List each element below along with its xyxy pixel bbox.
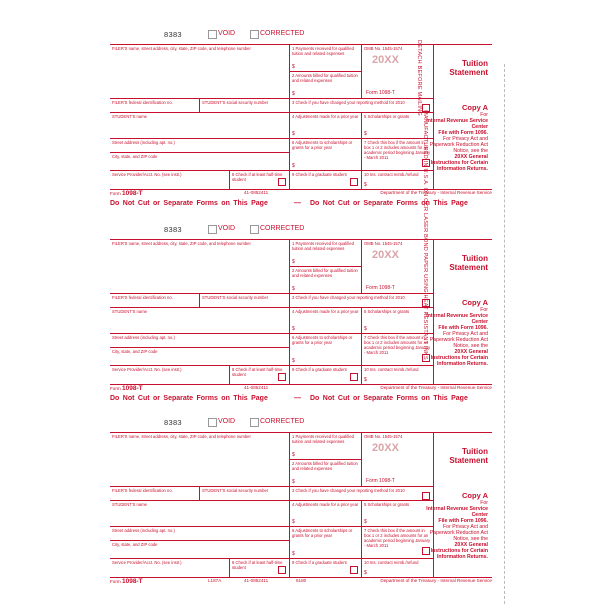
box-4-field[interactable]: 4 Adjustments made for a prior year $ (290, 501, 362, 527)
street-field[interactable]: Street address (including apt. no.) (110, 527, 290, 541)
form-title: Tuition Statement (449, 59, 488, 77)
year: 20XX (372, 442, 399, 454)
filer-name-field[interactable]: FILER'S name, street address, city, state, ZIP code, and telephone number (110, 433, 290, 487)
street-field[interactable]: Street address (including apt. no.) (110, 139, 290, 153)
street-field[interactable]: Street address (including apt. no.) (110, 334, 290, 348)
filer-fed-id-field[interactable]: FILER'S federal identification no. (110, 294, 200, 308)
service-provider-field[interactable]: Service Provider/Acct. No. (see instr.) (110, 366, 230, 384)
box-3-field: 3 Check if you have changed your reporting method for 2010 (290, 294, 434, 308)
box-8-checkbox[interactable] (278, 566, 286, 574)
box-8-checkbox[interactable] (278, 373, 286, 381)
side-detach-text: DETACH BEFORE MAILING (416, 40, 422, 116)
form-title: Tuition Statement (449, 254, 488, 272)
box-8-checkbox[interactable] (278, 178, 286, 186)
student-name-field[interactable]: STUDENT'S name (110, 308, 290, 334)
form-copy-3 (92, 418, 492, 596)
service-provider-field[interactable]: Service Provider/Acct. No. (see instr.) (110, 171, 230, 189)
void-checkbox[interactable] (208, 418, 217, 427)
student-name-field[interactable]: STUDENT'S name (110, 501, 290, 527)
filer-name-field[interactable]: FILER'S name, street address, city, state, ZIP code, and telephone number (110, 45, 290, 99)
omb-cell: OMB No. 1545-1574 20XX Form 1098-T (362, 433, 434, 487)
box-5-field[interactable]: 5 Scholarships or grants $ (362, 308, 434, 334)
corrected-label: CORRECTED (260, 225, 305, 232)
box-1-field[interactable]: 1 Payments received for qualified tuition and related expenses $ (290, 433, 362, 460)
box-9-field: 9 Check if a graduate student (290, 171, 362, 189)
filer-fed-id-field[interactable]: FILER'S federal identification no. (110, 487, 200, 501)
title-cell (434, 45, 492, 99)
city-field[interactable]: City, state, and ZIP code (110, 153, 290, 171)
box-7-field: 7 Check this box if the amount in box 1 or 2 includes amounts for an academic period beginning January - March 2011 (362, 139, 434, 171)
box-2-field[interactable]: 2 Amounts billed for qualified tuition and related expenses $ (290, 267, 362, 294)
void-checkbox[interactable] (208, 225, 217, 234)
box-4-field[interactable]: 4 Adjustments made for a prior year $ (290, 308, 362, 334)
box-1-field[interactable]: 1 Payments received for qualified tuition and related expenses $ (290, 240, 362, 267)
box-7-field: 7 Check this box if the amount in box 1 or 2 includes amounts for an academic period beginning January - March 2011 (362, 527, 434, 559)
box-9-field: 9 Check if a graduate student (290, 366, 362, 384)
box-8-field: 8 Check if at least half-time student (230, 171, 290, 189)
box-7-field: 7 Check this box if the amount in box 1 or 2 includes amounts for an academic period beginning January - March 2011 (362, 334, 434, 366)
corrected-label: CORRECTED (260, 418, 305, 425)
omb-cell: OMB No. 1545-1574 20XX Form 1098-T (362, 240, 434, 294)
copy-footer: Form 1098-T 41-0852411 Department of the Treasury - Internal Revenue Service (110, 385, 492, 392)
service-provider-field[interactable]: Service Provider/Acct. No. (see instr.) (110, 559, 230, 577)
box-8-field: 8 Check if at least half-time student (230, 366, 290, 384)
box-10-field[interactable]: 10 Ins. contract reimb./refund $ (362, 171, 434, 189)
year: 20XX (372, 54, 399, 66)
corrected-label: CORRECTED (260, 30, 305, 37)
void-label: VOID (218, 418, 236, 425)
side-paper-text: MANUFACTURED IN U.S.A. ON OCR LASER BOND PAPER USING HEAT RESISTANT INKS (422, 110, 428, 360)
copy-header (92, 30, 492, 42)
form-title: Tuition Statement (449, 447, 488, 465)
city-field[interactable]: City, state, and ZIP code (110, 541, 290, 559)
box-9-checkbox[interactable] (350, 566, 358, 574)
box-6-field[interactable]: 6 Adjustments to scholarships or grants for a prior year $ (290, 527, 362, 559)
box-2-field[interactable]: 2 Amounts billed for qualified tuition and related expenses $ (290, 460, 362, 487)
copy-header (92, 225, 492, 237)
box-10-field[interactable]: 10 Ins. contract reimb./refund $ (362, 559, 434, 577)
perforation-stub (504, 64, 519, 604)
student-ssn-field[interactable]: STUDENT'S social security number (200, 99, 290, 113)
student-name-field[interactable]: STUDENT'S name (110, 113, 290, 139)
box-2-field[interactable]: 2 Amounts billed for qualified tuition and related expenses $ (290, 72, 362, 99)
form-code: 8383 (164, 30, 182, 39)
footer-code-2: 5180 (296, 578, 307, 583)
void-checkbox[interactable] (208, 30, 217, 39)
box-3-field: 3 Check if you have changed your reporting method for 2010 (290, 487, 434, 501)
box-5-field[interactable]: 5 Scholarships or grants $ (362, 501, 434, 527)
box-10-field[interactable]: 10 Ins. contract reimb./refund $ (362, 366, 434, 384)
copy-a-info: Copy A For Internal Revenue Service Center File with Form 1096. For Privacy Act and Paperwork Reduction Act Notice, see the 20XX General Instructions for Certain Information Returns. (426, 103, 488, 172)
form-grid (110, 239, 492, 385)
form-code: 8383 (164, 225, 182, 234)
copy-a-info: Copy A For Internal Revenue Service Center File with Form 1096. For Privacy Act and Paperwork Reduction Act Notice, see the 20XX General Instructions for Certain Information Returns. (426, 298, 488, 367)
form-copy-2: 8383 VOID CORRECTED FILER'S name, street address, city, state, ZIP code, and telephone number 1 Payments received for qualified tuition and related expenses $ 2 Amounts billed for qualified tuition and related expenses $ OMB No. 1545-1574 20XX Form 1098-T Tuition Statement FILER'S federal identification no. STUDENT'S social security number 3 Check if you have changed your reporting method for 2010 STUDENT'S name 4 Adjustments made for a prior year $ 5 Scholarships or grants $ Street address (including apt. no.) 6 Adjustments to scholarships or grants for a prior year $ 7 Check this box if the amount in box 1 or 2 includes amounts for an academic period beginning January - March 2011 City, state, and ZIP code Service Provider/Acct. No. (see instr.) 8 Check if at least half-time student 9 Check if a graduate student 10 Ins. contract reimb./refund $ Copy A For Internal Revenue Service Center File with Form 1096. For Privacy Act and Paperwork Reduction Act Notice, see the 20XX General Instructions for Certain Information Returns. Form 1098-T 41-0852411 Department of the Treasury - Internal Revenue Service Do Not Cut or Separate Forms on This Page — Do Not Cut or Separate Forms on This Page (92, 233, 492, 403)
city-field[interactable]: City, state, and ZIP code (110, 348, 290, 366)
student-ssn-field[interactable]: STUDENT'S social security number (200, 294, 290, 308)
filer-fed-id-field[interactable]: FILER'S federal identification no. (110, 99, 200, 113)
corrected-checkbox[interactable] (250, 30, 259, 39)
student-ssn-field[interactable]: STUDENT'S social security number (200, 487, 290, 501)
box-9-checkbox[interactable] (350, 178, 358, 186)
box-3-field: 3 Check if you have changed your reporting method for 2010 (290, 99, 434, 113)
title-cell (434, 240, 492, 294)
form-sheet (92, 28, 512, 602)
box-5-field[interactable]: 5 Scholarships or grants $ (362, 113, 434, 139)
form-copy-1: 8383 VOID CORRECTED FILER'S name, street address, city, state, ZIP code, and telephone number 1 Payments received for qualified tuition and related expenses $ 2 Amounts billed for qualified tuition and related expenses $ OMB No. 1545-1574 20XX Form 1098-T Tuition Statement FILER'S federal identification no. STUDENT'S social security number 3 Check if you have changed your reporting method for 2010 STUDENT'S name 4 Adjustments made for a prior year $ 5 Scholarships or grants $ Street address (including apt. no.) 6 Adjustments to scholarships or grants for a prior year $ 7 Check this box if the amount in box 1 or 2 includes amounts for an academic period beginning January - March 2011 City, state, and ZIP code Service Provider/Acct. No. (see instr.) 8 Check if at least half-time student 9 Check if a graduate student 10 Ins. contract reimb./refund $ Copy A For Internal Revenue Service Center File with Form 1096. For Privacy Act and Paperwork Reduction Act Notice, see the 20XX General Instructions for Certain Information Returns. Form 1098-T 41-0852411 Department of the Treasury - Internal Revenue Service Do Not Cut or Separate Forms on This Page — Do Not Cut or Separate Forms on This Page (92, 38, 492, 208)
corrected-checkbox[interactable] (250, 225, 259, 234)
box-9-checkbox[interactable] (350, 373, 358, 381)
box-9-field: 9 Check if a graduate student (290, 559, 362, 577)
copy-a-info: Copy A For Internal Revenue Service Center File with Form 1096. For Privacy Act and Paperwork Reduction Act Notice, see the 20XX General Instructions for Certain Information Returns. (426, 491, 488, 560)
void-label: VOID (218, 225, 236, 232)
form-grid (110, 432, 492, 578)
copy-footer: Form 1098-T L187A 41-0852411 5180 Department of the Treasury - Internal Revenue Service (110, 578, 492, 585)
box-8-field: 8 Check if at least half-time student (230, 559, 290, 577)
copy-footer: Form 1098-T 41-0852411 Department of the Treasury - Internal Revenue Service (110, 190, 492, 197)
box-1-field[interactable]: 1 Payments received for qualified tuition and related expenses $ (290, 45, 362, 72)
corrected-checkbox[interactable] (250, 418, 259, 427)
title-cell (434, 433, 492, 487)
box-6-field[interactable]: 6 Adjustments to scholarships or grants for a prior year $ (290, 139, 362, 171)
box-4-field[interactable]: 4 Adjustments made for a prior year $ (290, 113, 362, 139)
copy-header (92, 418, 492, 430)
box-6-field[interactable]: 6 Adjustments to scholarships or grants for a prior year $ (290, 334, 362, 366)
footer-code-1: L187A (208, 578, 222, 583)
filer-name-field[interactable]: FILER'S name, street address, city, state, ZIP code, and telephone number (110, 240, 290, 294)
void-label: VOID (218, 30, 236, 37)
form-code: 8383 (164, 418, 182, 427)
year: 20XX (372, 249, 399, 261)
form-grid (110, 44, 492, 190)
omb-cell: OMB No. 1545-1574 20XX Form 1098-T (362, 45, 434, 99)
